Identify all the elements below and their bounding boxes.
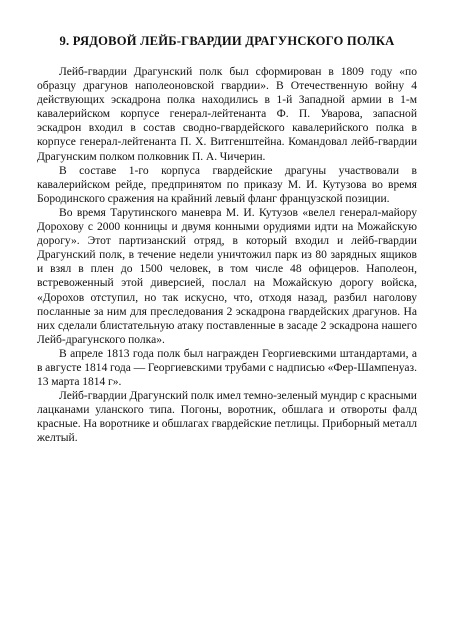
paragraph-uniform: Лейб-гвардии Драгунский полк имел темно-зеленый мундир с красными лацканами уланского типа. Погоны, воротник, обшлага и отвороты фалд красные. На воротнике и обшлагах гвардейские петлицы. Приборный металл желтый.	[37, 390, 417, 445]
section-title: 9. РЯДОВОЙ ЛЕЙБ-ГВАРДИИ ДРАГУНСКОГО ПОЛКА	[59, 34, 395, 48]
paragraph-borodino: В составе 1-го корпуса гвардейские драгуны участвовали в кавалерийском рейде, предпринятом по приказу М. И. Кутузова во время Бородинского сражения на крайний левый фланг французской позиции.	[37, 164, 417, 205]
paragraph-formation: Лейб-гвардии Драгунский полк был сформирован в 1809 году «по образцу драгунов наполеоновской гвардии». В Отечественную войну 4 действующих эскадрона полка находились в 1-й Западной армии в 1-м кавалерийском корпусе генерал-лейтенанта Ф. П. Уварова, запасной эскадрон входил в состав сводно-гвардейского кавалерийского полка в корпусе генерал-лейтенанта П. Х. Витгенштейна. Командовал лейб-гвардии Драгунским полком полковник П. А. Чичерин.	[37, 66, 417, 163]
paragraph-awards: В апреле 1813 года полк был награжден Георгиевскими штандартами, а в августе 1814 года — Георгиевскими трубами с надписью «Фер-Шампенуаз. 13 марта 1814 г».	[37, 347, 417, 389]
paragraph-tarutino: Во время Тарутинского маневра М. И. Кутузов «велел генерал-майору Дорохову с 2000 конницы и двумя конными орудиями идти на Можайскую дорогу». Этот партизанский отряд, в который входил и лейб-гвардии Драгунский полк, в течение недели уничтожил парк из 80 зарядных ящиков и взял в плен до 1500 человек, в том числе 48 офицеров. Наполеон, встревоженный этой диверсией, послал на Можайскую дорогу войска, «Дорохов отступил, но так искусно, что, отходя назад, разбил наголову посланные за ним для преследования 2 эскадрона гвардейских драгунов. На них сделали блистательную атаку поставленные в засаде 2 эскадрона нашего Лейб-драгунского полка».	[37, 206, 417, 346]
